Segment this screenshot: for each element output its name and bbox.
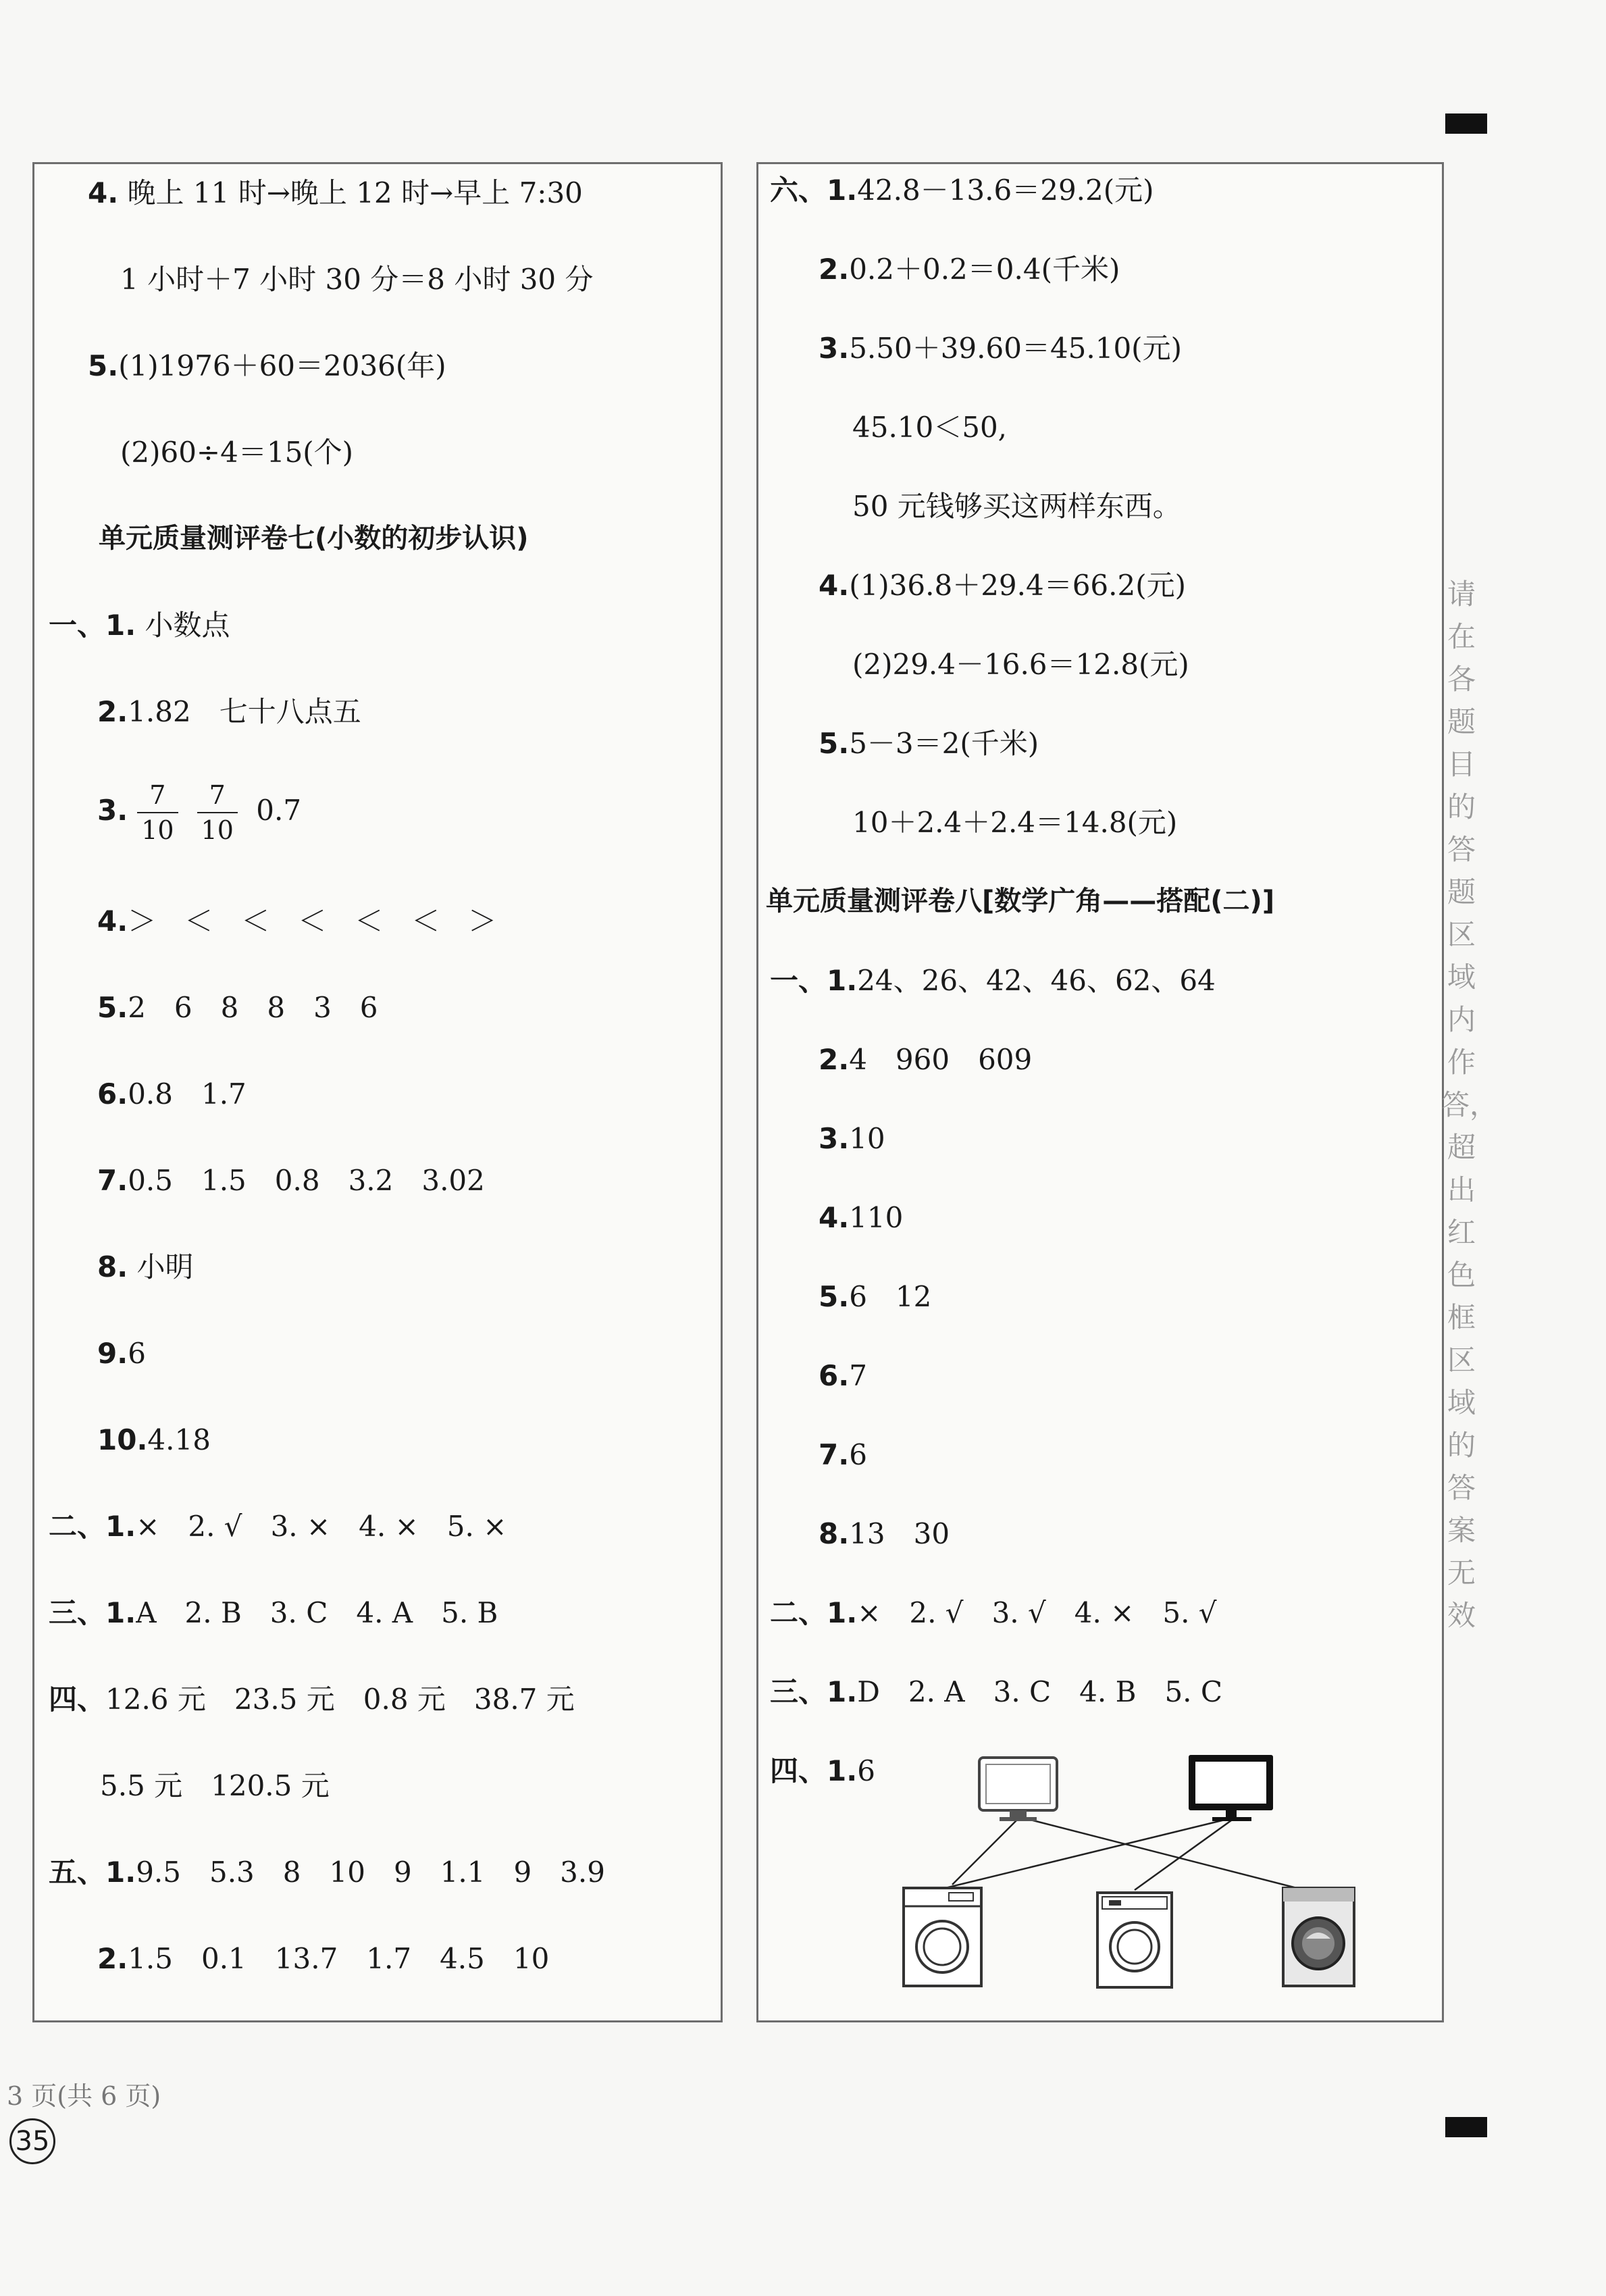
- fraction: $\frac{7}{10}$: [137, 782, 178, 843]
- answer-line: 1 小时＋7 小时 30 分＝8 小时 30 分: [120, 263, 594, 296]
- answer-line: 2.1.82 七十八点五: [97, 695, 361, 728]
- tv-icon: [979, 1758, 1057, 1821]
- answer-line: 5.5 元 120.5 元: [100, 1769, 330, 1802]
- answer-line: 一、1. 小数点: [49, 609, 230, 642]
- tv-washer-matching-illustration: [891, 1750, 1378, 1993]
- answer-line: 4.(1)36.8＋29.4＝66.2(元): [819, 569, 1186, 602]
- answer-line: 9.6: [97, 1337, 146, 1370]
- answer-line: 2.0.2＋0.2＝0.4(千米): [819, 253, 1120, 286]
- answer-line: 2.4 960 609: [819, 1043, 1033, 1076]
- answer-line: 6.0.8 1.7: [97, 1077, 247, 1111]
- answer-line: 7.0.5 1.5 0.8 3.2 3.02: [97, 1164, 485, 1197]
- answer-line: 4.＞ ＜ ＜ ＜ ＜ ＜ ＞: [97, 904, 497, 938]
- page-number-badge: 35: [9, 2118, 55, 2164]
- registration-mark-top: [1445, 113, 1487, 134]
- fraction: $\frac{7}{10}$: [197, 782, 238, 843]
- washing-machine-icon: [904, 1888, 981, 1986]
- answer-line: 四、1.6: [770, 1754, 875, 1787]
- answer-line: 50 元钱够买这两样东西。: [852, 490, 1181, 523]
- washing-machine-icon: [1097, 1893, 1172, 1987]
- answer-line: 10＋2.4＋2.4＝14.8(元): [852, 806, 1178, 839]
- answer-line: 2.1.5 0.1 13.7 1.7 4.5 10: [97, 1942, 550, 1975]
- answer-line: 一、1.24、26、42、46、62、64: [770, 964, 1216, 997]
- answer-line: 10.4.18: [97, 1423, 211, 1456]
- answer-line: 三、1.D 2. A 3. C 4. B 5. C: [770, 1675, 1223, 1708]
- answer-line: 4. 晚上 11 时→晚上 12 时→早上 7:30: [88, 176, 583, 209]
- answer-line: 45.10＜50,: [852, 411, 1008, 444]
- answer-line: 6.7: [819, 1359, 867, 1392]
- answer-line: (2)29.4－16.6＝12.8(元): [852, 648, 1189, 681]
- washing-machine-icon: [1283, 1888, 1354, 1986]
- side-instruction-note: 请在各题目的答题区域内作答，超出红色框区域的答案无效: [1441, 578, 1499, 1632]
- answer-line: 四、12.6 元 23.5 元 0.8 元 38.7 元: [49, 1683, 575, 1716]
- answer-line: (2)60÷4＝15(个): [120, 436, 354, 469]
- answer-line: 7.6: [819, 1438, 867, 1471]
- answer-line: 8. 小明: [97, 1250, 194, 1283]
- tv-icon: [1189, 1755, 1273, 1821]
- section-title-unit-8: 单元质量测评卷八[数学广角——搭配(二)]: [766, 886, 1275, 917]
- answer-line: 5.6 12: [819, 1280, 932, 1313]
- registration-mark-bottom: [1445, 2117, 1487, 2137]
- answer-line: 8.13 30: [819, 1517, 950, 1550]
- answer-line: 3.5.50＋39.60＝45.10(元): [819, 332, 1182, 365]
- answer-line: 五、1.9.5 5.3 8 10 9 1.1 9 3.9: [49, 1856, 605, 1889]
- answer-line: 六、1.42.8－13.6＝29.2(元): [770, 174, 1154, 207]
- answer-line: 3.10: [819, 1122, 885, 1155]
- answer-line: 4.110: [819, 1201, 904, 1234]
- answer-line: 二、1.× 2. √ 3. × 4. × 5. ×: [49, 1510, 507, 1543]
- answer-line-fractions: 3. $\frac{7}{10}$ $\frac{7}{10}$ 0.7: [97, 780, 302, 845]
- answer-line: 5.2 6 8 8 3 6: [97, 991, 378, 1024]
- answer-line: 5.(1)1976＋60＝2036(年): [88, 349, 446, 382]
- answer-line: 二、1.× 2. √ 3. √ 4. × 5. √: [770, 1596, 1217, 1629]
- page-footer: 3 页(共 6 页): [7, 2081, 161, 2111]
- answer-line: 5.5－3＝2(千米): [819, 727, 1039, 760]
- answer-line: 三、1.A 2. B 3. C 4. A 5. B: [49, 1596, 498, 1629]
- section-title-unit-7: 单元质量测评卷七(小数的初步认识): [99, 523, 529, 554]
